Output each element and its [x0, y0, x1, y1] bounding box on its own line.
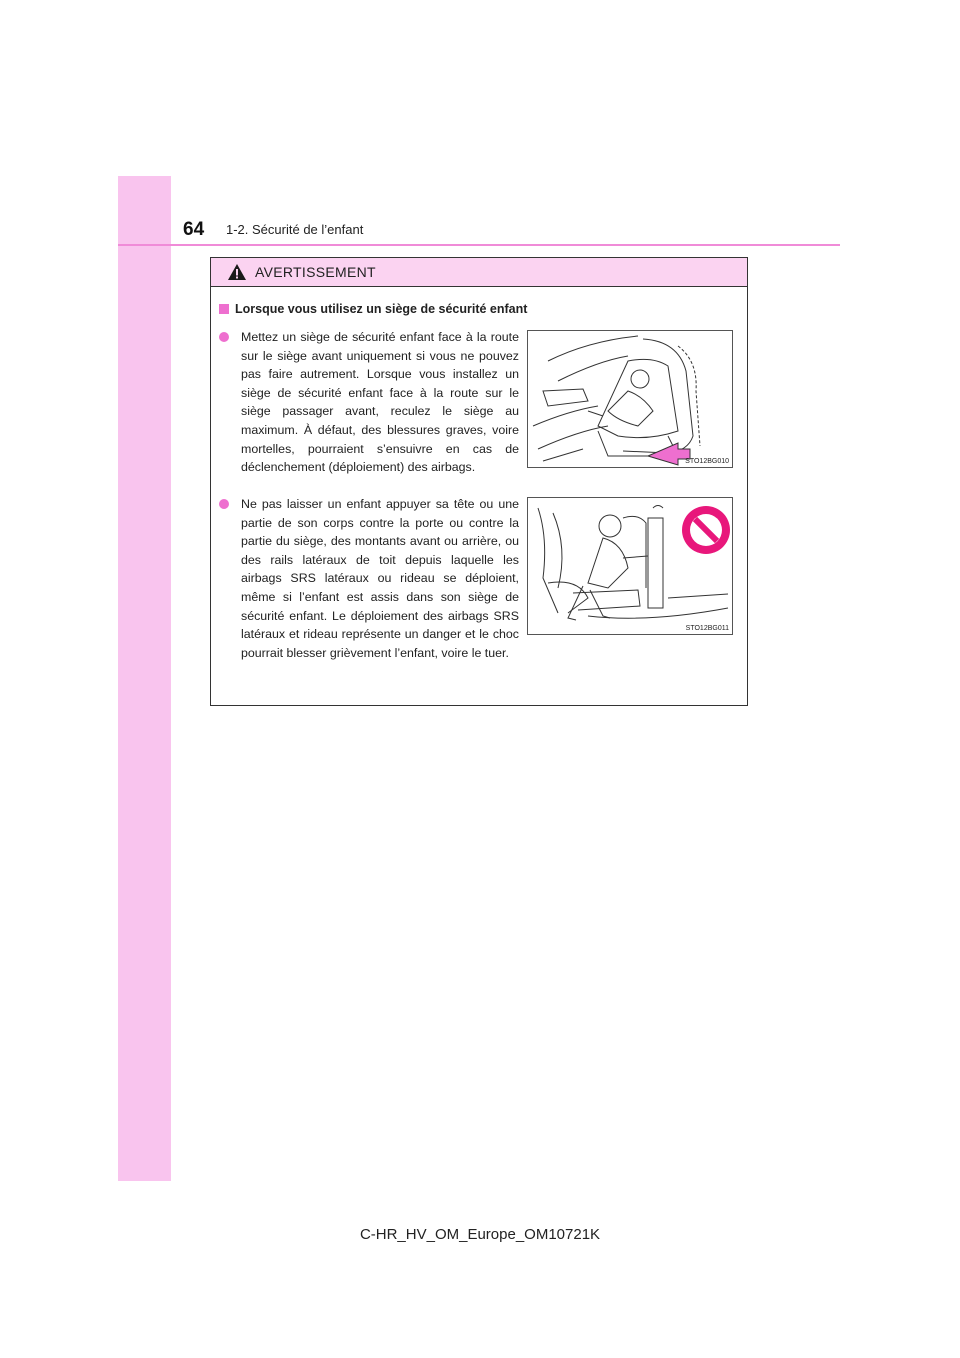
warning-title: AVERTISSEMENT [255, 264, 376, 280]
warning-bullet-1-text: Mettez un siège de sécurité enfant face à la route sur le siège avant uniquement si vous ne pouvez pas faire autrement. Lorsque vous installez un siège de sécurité enfant face à la route sur le siège passager avant, reculez le siège au maximum. À défaut, des blessures graves, voire mortelles, pourraient s’ensuivre en cas de déclenchement (déploiement) des airbags. [241, 330, 519, 475]
rear-seat-illustration [528, 498, 733, 635]
warning-bullet-2-text: Ne pas laisser un enfant appuyer sa tête ou une partie de son corps contre la porte ou contre la partie du siège, des montants avant ou arrière, ou des rails latéraux de toit depuis laquelle les airbags SRS latéraux ou rideau se déploient, même si l’enfant est assis dans son siège de sécurité enfant. Le déploiement des airbags SRS latéraux et rideau représente un danger et le choc pourrait blesser grièvement l’enfant, voire le tuer. [241, 497, 519, 660]
warning-bullet-1 [219, 328, 519, 477]
bullet-dot-icon [219, 499, 229, 509]
header-divider [118, 244, 840, 246]
warning-triangle-icon [227, 263, 247, 281]
bullet-dot-icon [219, 332, 229, 342]
figure-rear-seat-child [527, 497, 733, 635]
front-seat-illustration [528, 331, 733, 468]
section-title: 1-2. Sécurité de l’enfant [226, 222, 364, 237]
warning-bullet-2 [219, 495, 519, 662]
warning-subheading [219, 302, 527, 316]
side-color-band [118, 176, 171, 1181]
warning-header [211, 258, 747, 287]
page-number: 64 [183, 219, 205, 240]
figure-code: STO12BG010 [685, 458, 729, 465]
figure-front-seat-child-seat [527, 330, 733, 468]
warning-subheading-text: Lorsque vous utilisez un siège de sécurité enfant [235, 302, 528, 316]
footer-document-code: C-HR_HV_OM_Europe_OM10721K [359, 1226, 601, 1243]
square-bullet-icon [219, 304, 229, 314]
figure-code: STO12BG011 [685, 625, 729, 632]
warning-box [210, 257, 748, 706]
